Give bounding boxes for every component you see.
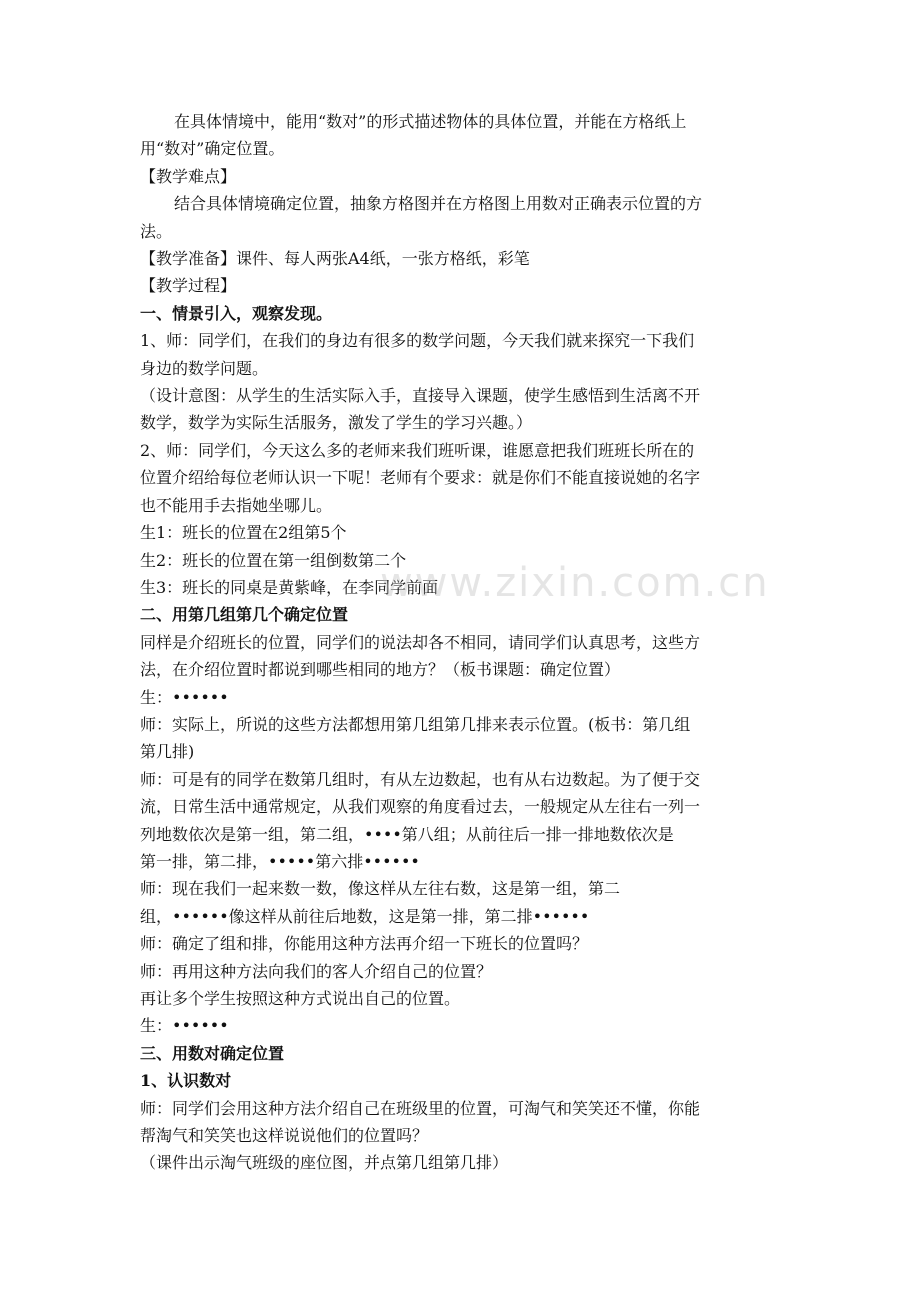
paragraph-line: 师：确定了组和排，你能用这种方法再介绍一下班长的位置吗？ (140, 934, 589, 954)
document-page (140, 108, 782, 1177)
paragraph-line: 流，日常生活中通常规定，从我们观察的角度看过去，一般规定从左往右一列一 (140, 797, 701, 817)
student-response-dots: 生：•••••• (140, 687, 229, 707)
paragraph-line: 列地数依次是第一组，第二组，••••第八组；从前往后一排一排地数依次是 (140, 824, 674, 844)
paragraph-line: 再让多个学生按照这种方式说出自己的位置。 (140, 989, 461, 1008)
paragraph-line: 师：再用这种方法向我们的客人介绍自己的位置？ (140, 961, 493, 981)
part-one-heading: 一、情景引入，观察发现。 (140, 303, 333, 323)
paragraph-line: 帮淘气和笑笑也这样说说他们的位置吗？ (140, 1126, 429, 1146)
paragraph-line: 位置介绍给每位老师认识一下呢！老师有个要求：就是你们不能直接说她的名字 (140, 468, 701, 488)
design-intent-line-1: （设计意图：从学生的生活实际入手，直接导入课题，使学生感悟到生活离不开 (140, 386, 701, 406)
part-three-heading: 三、用数对确定位置 (140, 1043, 285, 1063)
student-answer-2: 生2：班长的位置在第一组倒数第二个 (140, 550, 407, 570)
courseware-note: （课件出示淘气班级的座位图，并点第几组第几排） (140, 1153, 509, 1173)
watermark: www.zixin.com.cn (380, 560, 770, 606)
paragraph-line: 师：同学们会用这种方法介绍自己在班级里的位置，可淘气和笑笑还不懂，你能 (140, 1098, 701, 1118)
student-response-dots: 生：•••••• (140, 1016, 229, 1036)
paragraph-line: 师：实际上，所说的这些方法都想用第几组第几排来表示位置。(板书：第几组 (140, 714, 691, 734)
difficulty-text-line-2: 法。 (140, 221, 173, 241)
paragraph-line: 身边的数学问题。 (140, 358, 269, 378)
part-two-heading: 二、用第几组第几个确定位置 (140, 605, 349, 625)
objective-text-line-1: 在具体情境中，能用“数对”的形式描述物体的具体位置，并能在方格纸上 (174, 112, 687, 131)
section-heading-process: 【教学过程】 (140, 276, 237, 296)
paragraph-line: 组，••••••像这样从前往后地数，这是第一排，第二排•••••• (140, 906, 590, 926)
paragraph-line: 1、师：同学们，在我们的身边有很多的数学问题，今天我们就来探究一下我们 (140, 331, 695, 351)
paragraph-line: 第一排，第二排，•••••第六排•••••• (140, 851, 420, 871)
paragraph-line: 师：现在我们一起来数一数，像这样从左往右数，这是第一组，第二 (140, 879, 621, 899)
paragraph-line: 第几排) (140, 742, 195, 762)
paragraph-line: 也不能用手去指她坐哪儿。 (140, 495, 333, 515)
subsection-heading-number-pair: 1、认识数对 (140, 1071, 232, 1091)
student-answer-3: 生3：班长的同桌是黄紫峰，在李同学前面 (140, 577, 439, 597)
paragraph-line: 师：可是有的同学在数第几组时，有从左边数起，也有从右边数起。为了便于交 (140, 769, 701, 789)
objective-text-line-2: 用“数对”确定位置。 (140, 139, 285, 159)
paragraph-line: 同样是介绍班长的位置，同学们的说法却各不相同，请同学们认真思考，这些方 (140, 632, 701, 652)
section-heading-difficulty: 【教学难点】 (140, 166, 237, 186)
paragraph-line: 法，在介绍位置时都说到哪些相同的地方？（板书课题：确定位置） (140, 660, 621, 680)
preparation-line: 【教学准备】课件、每人两张A4纸，一张方格纸，彩笔 (140, 249, 530, 269)
student-answer-1: 生1：班长的位置在2组第5个 (140, 523, 347, 543)
design-intent-line-2: 数学，数学为实际生活服务，激发了学生的学习兴趣。） (140, 413, 533, 433)
paragraph-line: 2、师：同学们，今天这么多的老师来我们班听课，谁愿意把我们班班长所在的 (140, 440, 695, 460)
difficulty-text-line-1: 结合具体情境确定位置，抽象方格图并在方格图上用数对正确表示位置的方 (174, 194, 703, 214)
